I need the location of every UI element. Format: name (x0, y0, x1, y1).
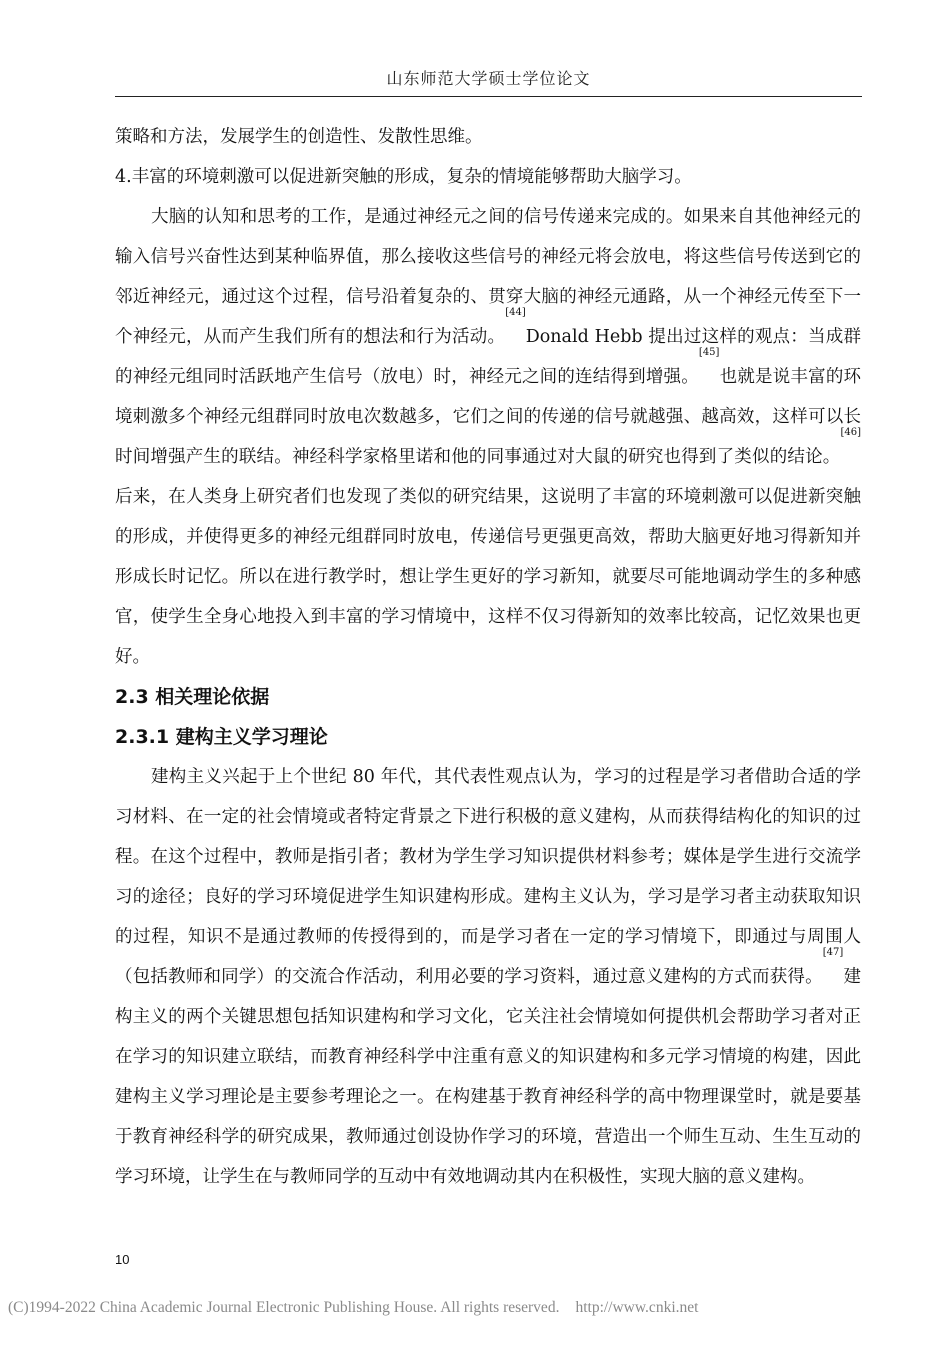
text-segment: Donald Hebb 提出过这样的观点：当成群的神经元组同时活跃地产生信号（放电）时，神经元之间的连结得到增强。 (115, 327, 862, 387)
page-body (115, 117, 861, 1197)
citation-44: [44] (505, 307, 526, 318)
text-segment: 大脑的认知和思考的工作，是通过神经元之间的信号传递来完成的。如果来自其他神经元的输入信号兴奋性达到某种临界值，那么接收这些信号的神经元将会放电，将这些信号传送到它的邻近神经元，通过这个过程，信号沿着复杂的、贯穿大脑的神经元通路，从一个神经元传至下一个神经元，从而产生我们所有的想法和行为活动。 (115, 207, 861, 347)
page-header-title: 山东师范大学硕士学位论文 (386, 69, 591, 88)
section-heading-2-3-1: 2.3.1 建构主义学习理论 (115, 726, 328, 748)
citation-47: [47] (822, 947, 844, 958)
cnki-footer (8, 1299, 698, 1317)
text-segment: 也就是说丰富的环境刺激多个神经元组群同时放电次数越多，它们之间的传递的信号就越强、越高效，这样可以长时间增强产生的联结。神经科学家格里诺和他的同事通过对大鼠的研究也得到了类似的结论。 (115, 367, 862, 467)
copyright-text: (C)1994-2022 China Academic Journal Electronic Publishing House. All rights reserved. (8, 1299, 560, 1316)
page-number: 10 (115, 1252, 130, 1267)
text-segment: 建构主义的两个关键思想包括知识建构和学习文化，它关注社会情境如何提供机会帮助学习者对正在学习的知识建立联结，而教育神经科学中注重有意义的知识建构和多元学习情境的构建，因此建构主义学习理论是主要参考理论之一。在构建基于教育神经科学的高中物理课堂时，就是要基于教育神经科学的研究成果，教师通过创设协作学习的环境，营造出一个师生互动、生生互动的学习环境，让学生在与教师同学的互动中有效地调动其内在积极性，实现大脑的意义建构。 (115, 967, 862, 1187)
paragraph-continuation: 策略和方法，发展学生的创造性、发散性思维。 (115, 127, 483, 147)
text-segment: 建构主义兴起于上个世纪 80 年代，其代表性观点认为，学习的过程是学习者借助合适的学习材料、在一定的社会情境或者特定背景之下进行积极的意义建构，从而获得结构化的知识的过程。在这个过程中，教师是指引者；教材为学生学习知识提供材料参考；媒体是学生进行交流学习的途径；良好的学习环境促进学生知识建构形成。建构主义认为，学习是学习者主动获取知识的过程，知识不是通过教师的传授得到的，而是学习者在一定的学习情境下，即通过与周围人（包括教师和同学）的交流合作活动，利用必要的学习资料，通过意义建构的方式而获得。 (115, 767, 861, 987)
paragraph-neuron-signaling (115, 197, 861, 677)
section-heading-2-3: 2.3 相关理论依据 (115, 686, 270, 708)
citation-45: [45] (698, 347, 720, 358)
text-segment: 后来，在人类身上研究者们也发现了类似的研究结果，这说明了丰富的环境刺激可以促进新突触的形成，并使得更多的神经元组群同时放电，传递信号更强更高效，帮助大脑更好地习得新知并形成长时记忆。所以在进行教学时，想让学生更好的学习新知，就要尽可能地调动学生的多种感官，使学生全身心地投入到丰富的学习情境中，这样不仅习得新知的效率比较高，记忆效果也更好。 (115, 487, 861, 667)
cnki-link[interactable]: http://www.cnki.net (575, 1299, 699, 1316)
header-rule (115, 96, 862, 97)
numbered-point-4: 4.丰富的环境刺激可以促进新突触的形成，复杂的情境能够帮助大脑学习。 (115, 167, 692, 187)
paragraph-constructivism (115, 757, 861, 1197)
citation-46: [46] (840, 427, 861, 438)
